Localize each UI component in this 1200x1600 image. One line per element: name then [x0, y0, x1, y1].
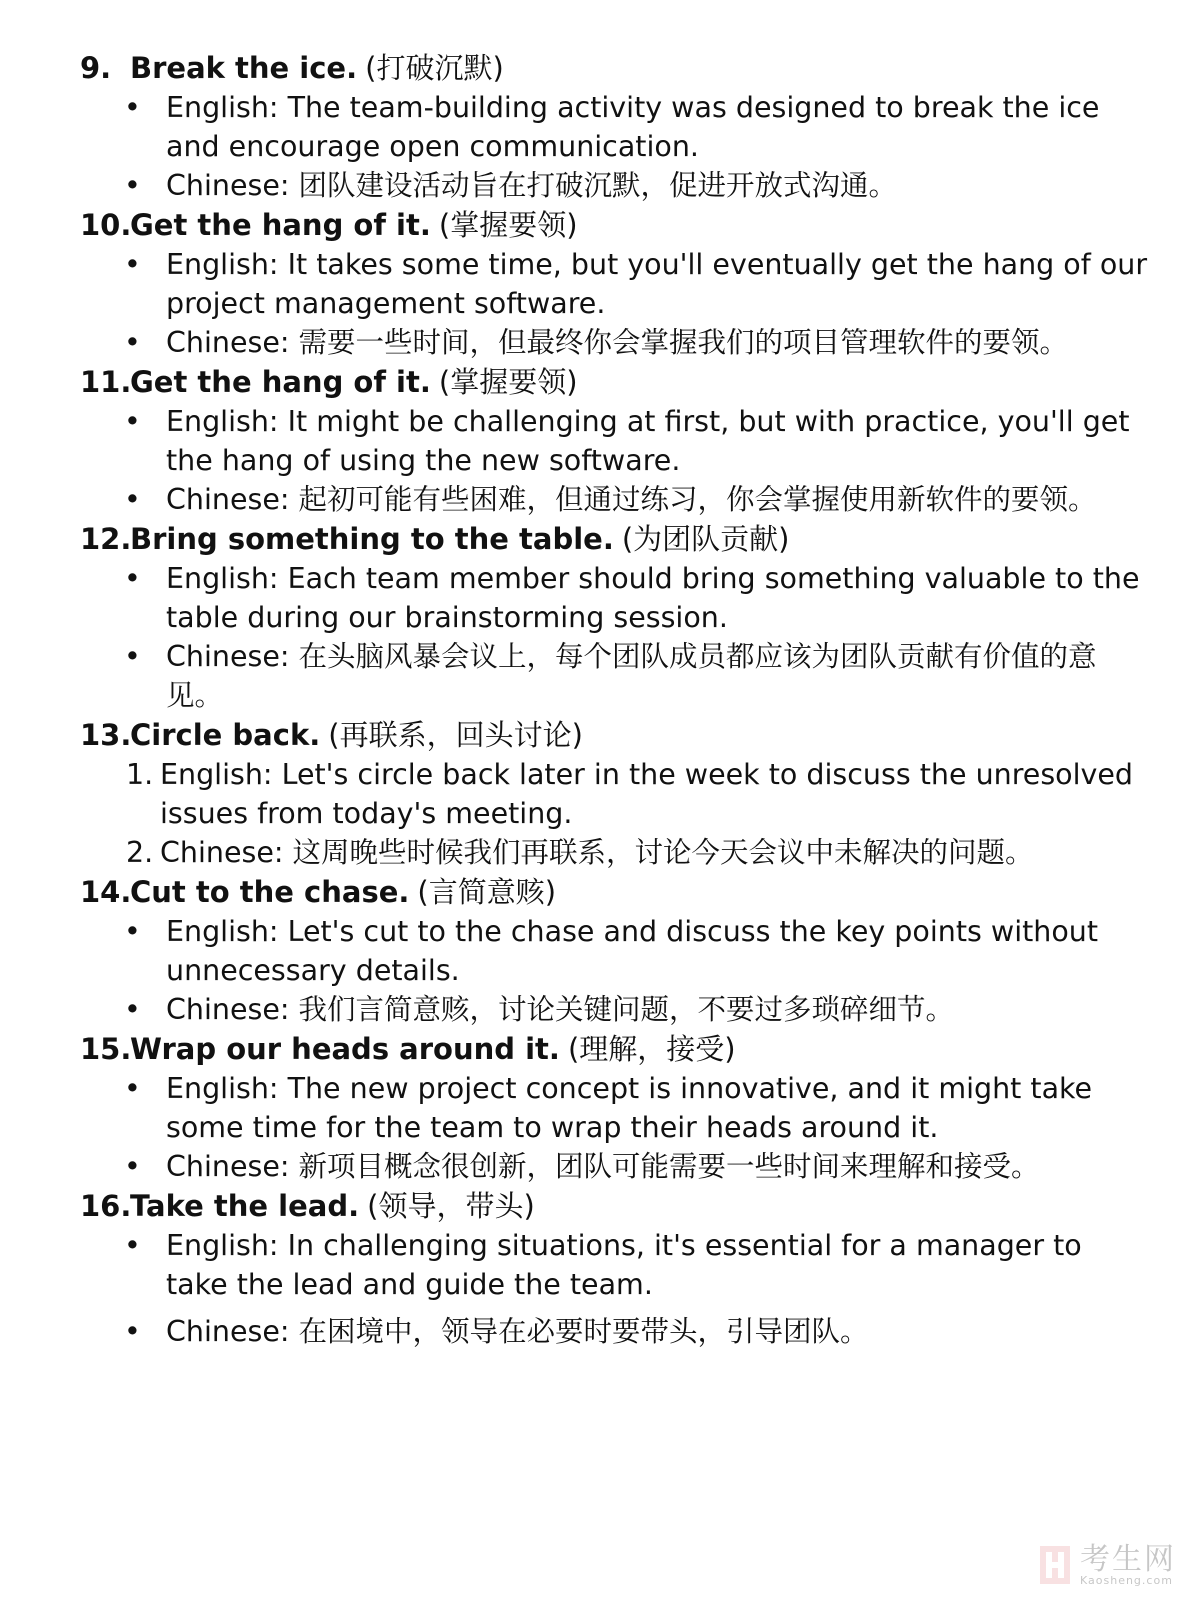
english-example: English: In challenging situations, it's essential for a manager to take the lead and guide the team.	[166, 1229, 1082, 1301]
idiom-entry	[80, 872, 1150, 1029]
english-example: English: Each team member should bring something valuable to the table during our brainstorming session.	[166, 562, 1140, 634]
list-item	[80, 912, 1150, 990]
entry-heading	[80, 205, 1150, 245]
list-item	[80, 323, 1150, 362]
item-number: 1.	[126, 758, 154, 791]
idiom-entry	[80, 362, 1150, 519]
bullet-marker: •	[124, 1229, 141, 1262]
chinese-example: Chinese: 在困境中，领导在必要时要带头，引导团队。	[166, 1315, 869, 1348]
entry-number: 13.	[80, 718, 132, 752]
chinese-gloss: (打破沉默)	[365, 51, 504, 85]
item-number: 2.	[126, 836, 154, 869]
chinese-gloss: (言简意赅)	[417, 875, 557, 909]
bullet-marker: •	[124, 1072, 141, 1105]
list-item	[80, 1147, 1150, 1186]
bullet-marker: •	[124, 562, 141, 595]
english-example: English: Let's cut to the chase and discuss the key points without unnecessary details.	[166, 915, 1099, 987]
entry-number: 16.	[80, 1189, 132, 1223]
idiom-entry	[80, 1186, 1150, 1351]
entry-number: 11.	[80, 365, 132, 399]
bullet-marker: •	[124, 483, 141, 516]
document-page	[80, 48, 1150, 1351]
bullet-marker: •	[124, 1150, 141, 1183]
english-example: English: The team-building activity was designed to break the ice and encourage open communication.	[166, 91, 1100, 163]
idiom-entry	[80, 48, 1150, 205]
chinese-gloss: (掌握要领)	[438, 365, 578, 399]
idiom-entry	[80, 519, 1150, 715]
chinese-gloss: (领导，带头)	[367, 1189, 535, 1223]
list-item	[80, 1226, 1150, 1304]
idiom-entry	[80, 1029, 1150, 1186]
entry-heading	[80, 48, 1150, 88]
bullet-marker: •	[124, 1315, 141, 1348]
list-item	[80, 755, 1150, 833]
watermark-name: 考生网	[1080, 1541, 1176, 1577]
idiom-phrase: Wrap our heads around it.	[130, 1032, 560, 1066]
list-item	[80, 990, 1150, 1029]
bullet-marker: •	[124, 91, 141, 124]
bullet-marker: •	[124, 405, 141, 438]
chinese-example: Chinese: 这周晚些时候我们再联系，讨论今天会议中未解决的问题。	[160, 836, 1034, 869]
english-example: English: It might be challenging at first, but with practice, you'll get the hang of using the new software.	[166, 405, 1130, 477]
chinese-gloss: (再联系，回头讨论)	[328, 718, 583, 752]
list-item	[80, 559, 1150, 637]
chinese-gloss: (理解，接受)	[567, 1032, 736, 1066]
idiom-phrase: Take the lead.	[130, 1189, 360, 1223]
bullet-marker: •	[124, 640, 141, 673]
entry-heading	[80, 1186, 1150, 1226]
idiom-phrase: Cut to the chase.	[130, 875, 410, 909]
entry-number: 12.	[80, 522, 132, 556]
idiom-phrase: Break the ice.	[130, 51, 358, 85]
list-item	[80, 833, 1150, 872]
english-example: English: Let's circle back later in the week to discuss the unresolved issues from today's meeting.	[160, 758, 1134, 830]
bullet-marker: •	[124, 169, 141, 202]
chinese-example: Chinese: 团队建设活动旨在打破沉默，促进开放式沟通。	[166, 169, 898, 202]
english-example: English: It takes some time, but you'll eventually get the hang of our project management software.	[166, 248, 1148, 320]
idiom-phrase: Get the hang of it.	[130, 208, 431, 242]
bullet-marker: •	[124, 915, 141, 948]
entry-heading	[80, 872, 1150, 912]
bullet-marker: •	[124, 248, 141, 281]
entry-heading	[80, 519, 1150, 559]
list-item	[80, 166, 1150, 205]
entry-heading	[80, 715, 1150, 755]
idiom-entry	[80, 205, 1150, 362]
english-example: English: The new project concept is innovative, and it might take some time for the team to wrap their heads around it.	[166, 1072, 1093, 1144]
entry-heading	[80, 1029, 1150, 1069]
idiom-phrase: Circle back.	[130, 718, 321, 752]
list-item	[80, 637, 1150, 715]
list-item	[80, 1312, 1150, 1351]
entry-number: 14.	[80, 875, 132, 909]
list-item	[80, 480, 1150, 519]
idiom-phrase: Get the hang of it.	[130, 365, 431, 399]
idiom-phrase: Bring something to the table.	[130, 522, 614, 556]
entry-heading	[80, 362, 1150, 402]
chinese-example: Chinese: 需要一些时间，但最终你会掌握我们的项目管理软件的要领。	[166, 326, 1069, 359]
chinese-example: Chinese: 新项目概念很创新，团队可能需要一些时间来理解和接受。	[166, 1150, 1040, 1183]
chinese-gloss: (掌握要领)	[438, 208, 578, 242]
bullet-marker: •	[124, 326, 141, 359]
bullet-marker: •	[124, 993, 141, 1026]
watermark	[1038, 1541, 1176, 1587]
chinese-example: Chinese: 起初可能有些困难，但通过练习，你会掌握使用新软件的要领。	[166, 483, 1097, 516]
list-item	[80, 245, 1150, 323]
watermark-url: Kaosheng.com	[1080, 1573, 1173, 1587]
entry-number: 9.	[80, 51, 112, 85]
chinese-gloss: (为团队贡献)	[621, 522, 790, 556]
kaosheng-logo-icon	[1038, 1544, 1072, 1586]
entry-number: 15.	[80, 1032, 132, 1066]
entry-number: 10.	[80, 208, 132, 242]
list-item	[80, 402, 1150, 480]
list-item	[80, 88, 1150, 166]
idiom-entry	[80, 715, 1150, 872]
list-item	[80, 1069, 1150, 1147]
chinese-example: Chinese: 在头脑风暴会议上，每个团队成员都应该为团队贡献有价值的意见。	[166, 640, 1097, 712]
chinese-example: Chinese: 我们言简意赅，讨论关键问题，不要过多琐碎细节。	[166, 993, 955, 1026]
